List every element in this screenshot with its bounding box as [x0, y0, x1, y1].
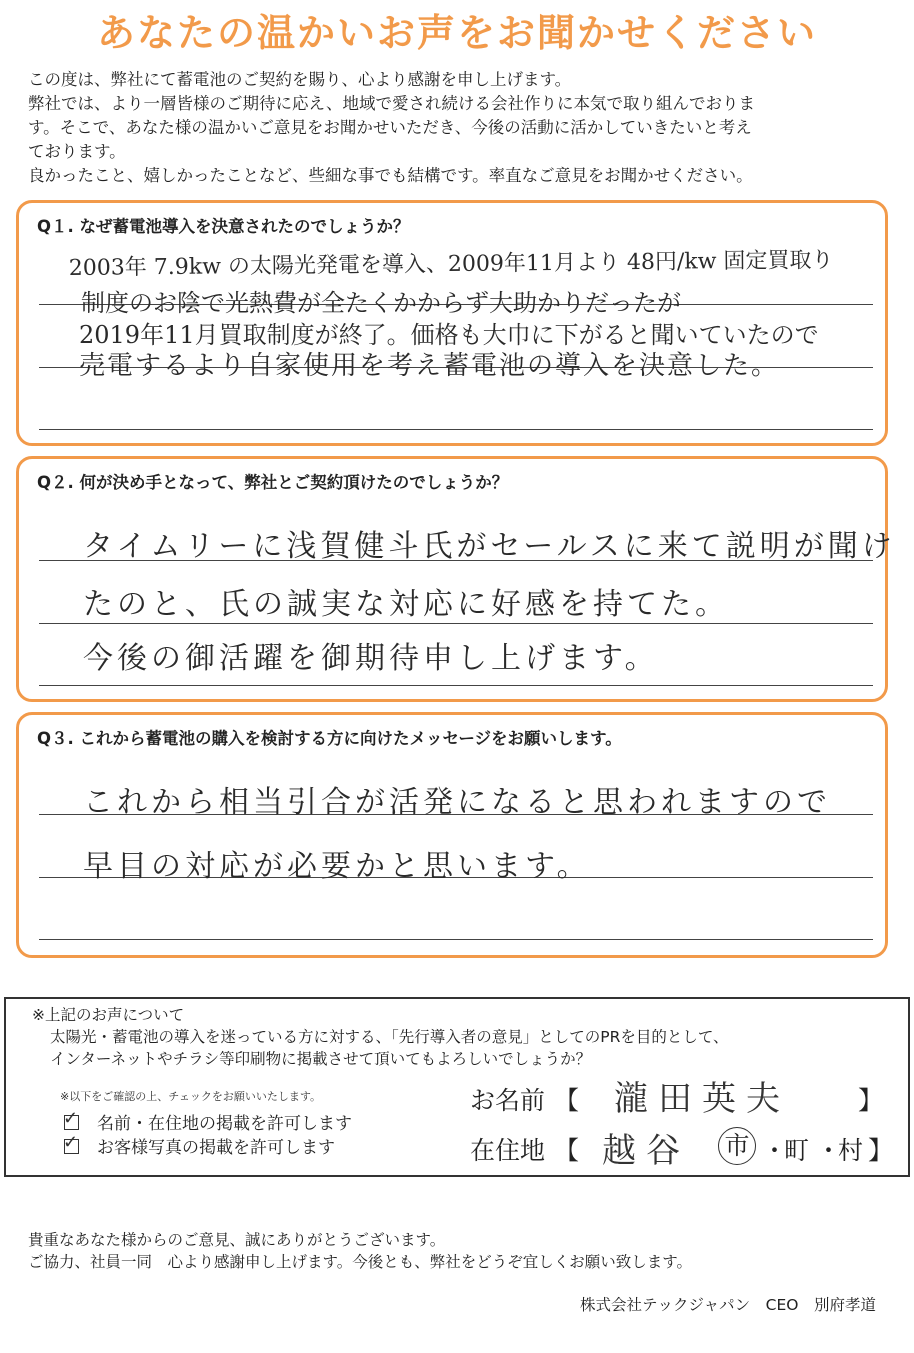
permission-text: インターネットやチラシ等印刷物に掲載させて頂いてもよろしいでしょうか？: [50, 1050, 592, 1068]
check-row-name-address[interactable]: [64, 1109, 352, 1134]
answer-2-line: たのと、氏の誠実な対応に好感を持てた。: [83, 587, 729, 622]
bracket-close: 】: [858, 1086, 884, 1115]
answer-1-line: 売電するより自家使用を考え蓄電池の導入を決意した。: [79, 351, 780, 381]
check-mark-icon: ✓: [63, 1107, 79, 1129]
question-3-box: [16, 712, 888, 958]
checkbox-name-address[interactable]: [63, 1107, 79, 1130]
bracket-open: 【: [554, 1136, 580, 1165]
address-option-city: [718, 1127, 756, 1165]
answer-3-line: 早目の対応が必要かと思います。: [83, 849, 591, 884]
bracket-open: 【: [554, 1086, 580, 1115]
intro-line: この度は、弊社にて蓄電池のご契約を賜り、心より感謝を申し上げます。: [28, 70, 572, 89]
permission-heading: ※上記のお声について: [32, 1006, 185, 1024]
address-option-village: 村: [838, 1136, 864, 1165]
answer-rule: [39, 685, 873, 686]
intro-text: [28, 68, 898, 188]
intro-line: 弊社では、より一層皆様のご期待に応え、地域で愛され続ける会社作りに本気で取り組んでおりま: [28, 94, 755, 113]
question-3-title: Q３. これから蓄電池の購入を検討する方に向けたメッセージをお願いします。: [37, 729, 622, 748]
answer-rule: [39, 939, 873, 940]
check-row-photo[interactable]: [64, 1133, 335, 1158]
check-label: 名前・在住地の掲載を許可します: [97, 1114, 352, 1134]
check-mark-icon: ✓: [63, 1131, 79, 1153]
question-1-box: [16, 200, 888, 446]
name-label: お名前: [470, 1086, 546, 1115]
answer-rule: [39, 429, 873, 430]
answer-3-line: これから相当引合が活発になると思われますので: [83, 785, 831, 820]
address-option-town: 町: [784, 1136, 810, 1165]
intro-line: す。そこで、あなた様の温かいご意見をお聞かせいただき、今後の活動に活かしていきたいと考え: [28, 118, 752, 137]
answer-1-line: 2019年11月買取制度が終了。価格も大巾に下がると聞いていたので: [79, 321, 819, 349]
check-label: お客様写真の掲載を許可します: [97, 1138, 335, 1158]
name-value: 瀧田英夫: [614, 1079, 790, 1119]
company-signature: 株式会社テックジャパン CEO 別府孝道: [579, 1296, 876, 1314]
answer-rule: [39, 623, 873, 624]
question-2-box: [16, 456, 896, 702]
separator-dot: ・: [762, 1136, 788, 1165]
address-value: 越谷: [602, 1131, 690, 1171]
check-instruction: ※以下をご確認の上、チェックをお願いいたします。: [60, 1090, 322, 1103]
selected-circle: 市: [718, 1127, 756, 1165]
answer-1-line: 制度のお陰で光熱費が全たくかからず大助かりだったが: [81, 289, 681, 317]
answer-1-line: 2003年 7.9kw の太陽光発電を導入、2009年11月より 48円/kw 固定買取り: [68, 247, 834, 282]
intro-line: 良かったこと、嬉しかったことなど、些細な事でも結構です。率直なご意見をお聞かせください。: [28, 166, 753, 185]
answer-2-line: タイムリーに浅賀健斗氏がセールスに来て説明が聞け: [83, 529, 896, 564]
question-1-title: Q１. なぜ蓄電池導入を決意されたのでしょうか？: [37, 217, 410, 236]
checkbox-photo[interactable]: [63, 1131, 79, 1154]
closing-text: 貴重なあなた様からのご意見、誠にありがとうございます。: [28, 1231, 446, 1249]
permission-text: 太陽光・蓄電池の導入を迷っている方に対する、「先行導入者の意見」としてのPRを目的として、: [50, 1028, 729, 1046]
closing-text: ご協力、社員一同 心より感謝申し上げます。今後とも、弊社をどうぞ宜しくお願い致します。: [28, 1253, 693, 1271]
answer-2-line: 今後の御活躍を御期待申し上げます。: [83, 641, 659, 676]
permission-box: [4, 997, 910, 1177]
bracket-close: 】: [868, 1136, 894, 1165]
separator-dot: ・: [816, 1136, 842, 1165]
intro-line: ております。: [28, 142, 126, 161]
question-2-title: Q２. 何が決め手となって、弊社とご契約頂けたのでしょうか？: [37, 473, 509, 492]
address-label: 在住地: [470, 1136, 546, 1165]
page-title: あなたの温かいお声をお聞かせください: [96, 11, 817, 55]
